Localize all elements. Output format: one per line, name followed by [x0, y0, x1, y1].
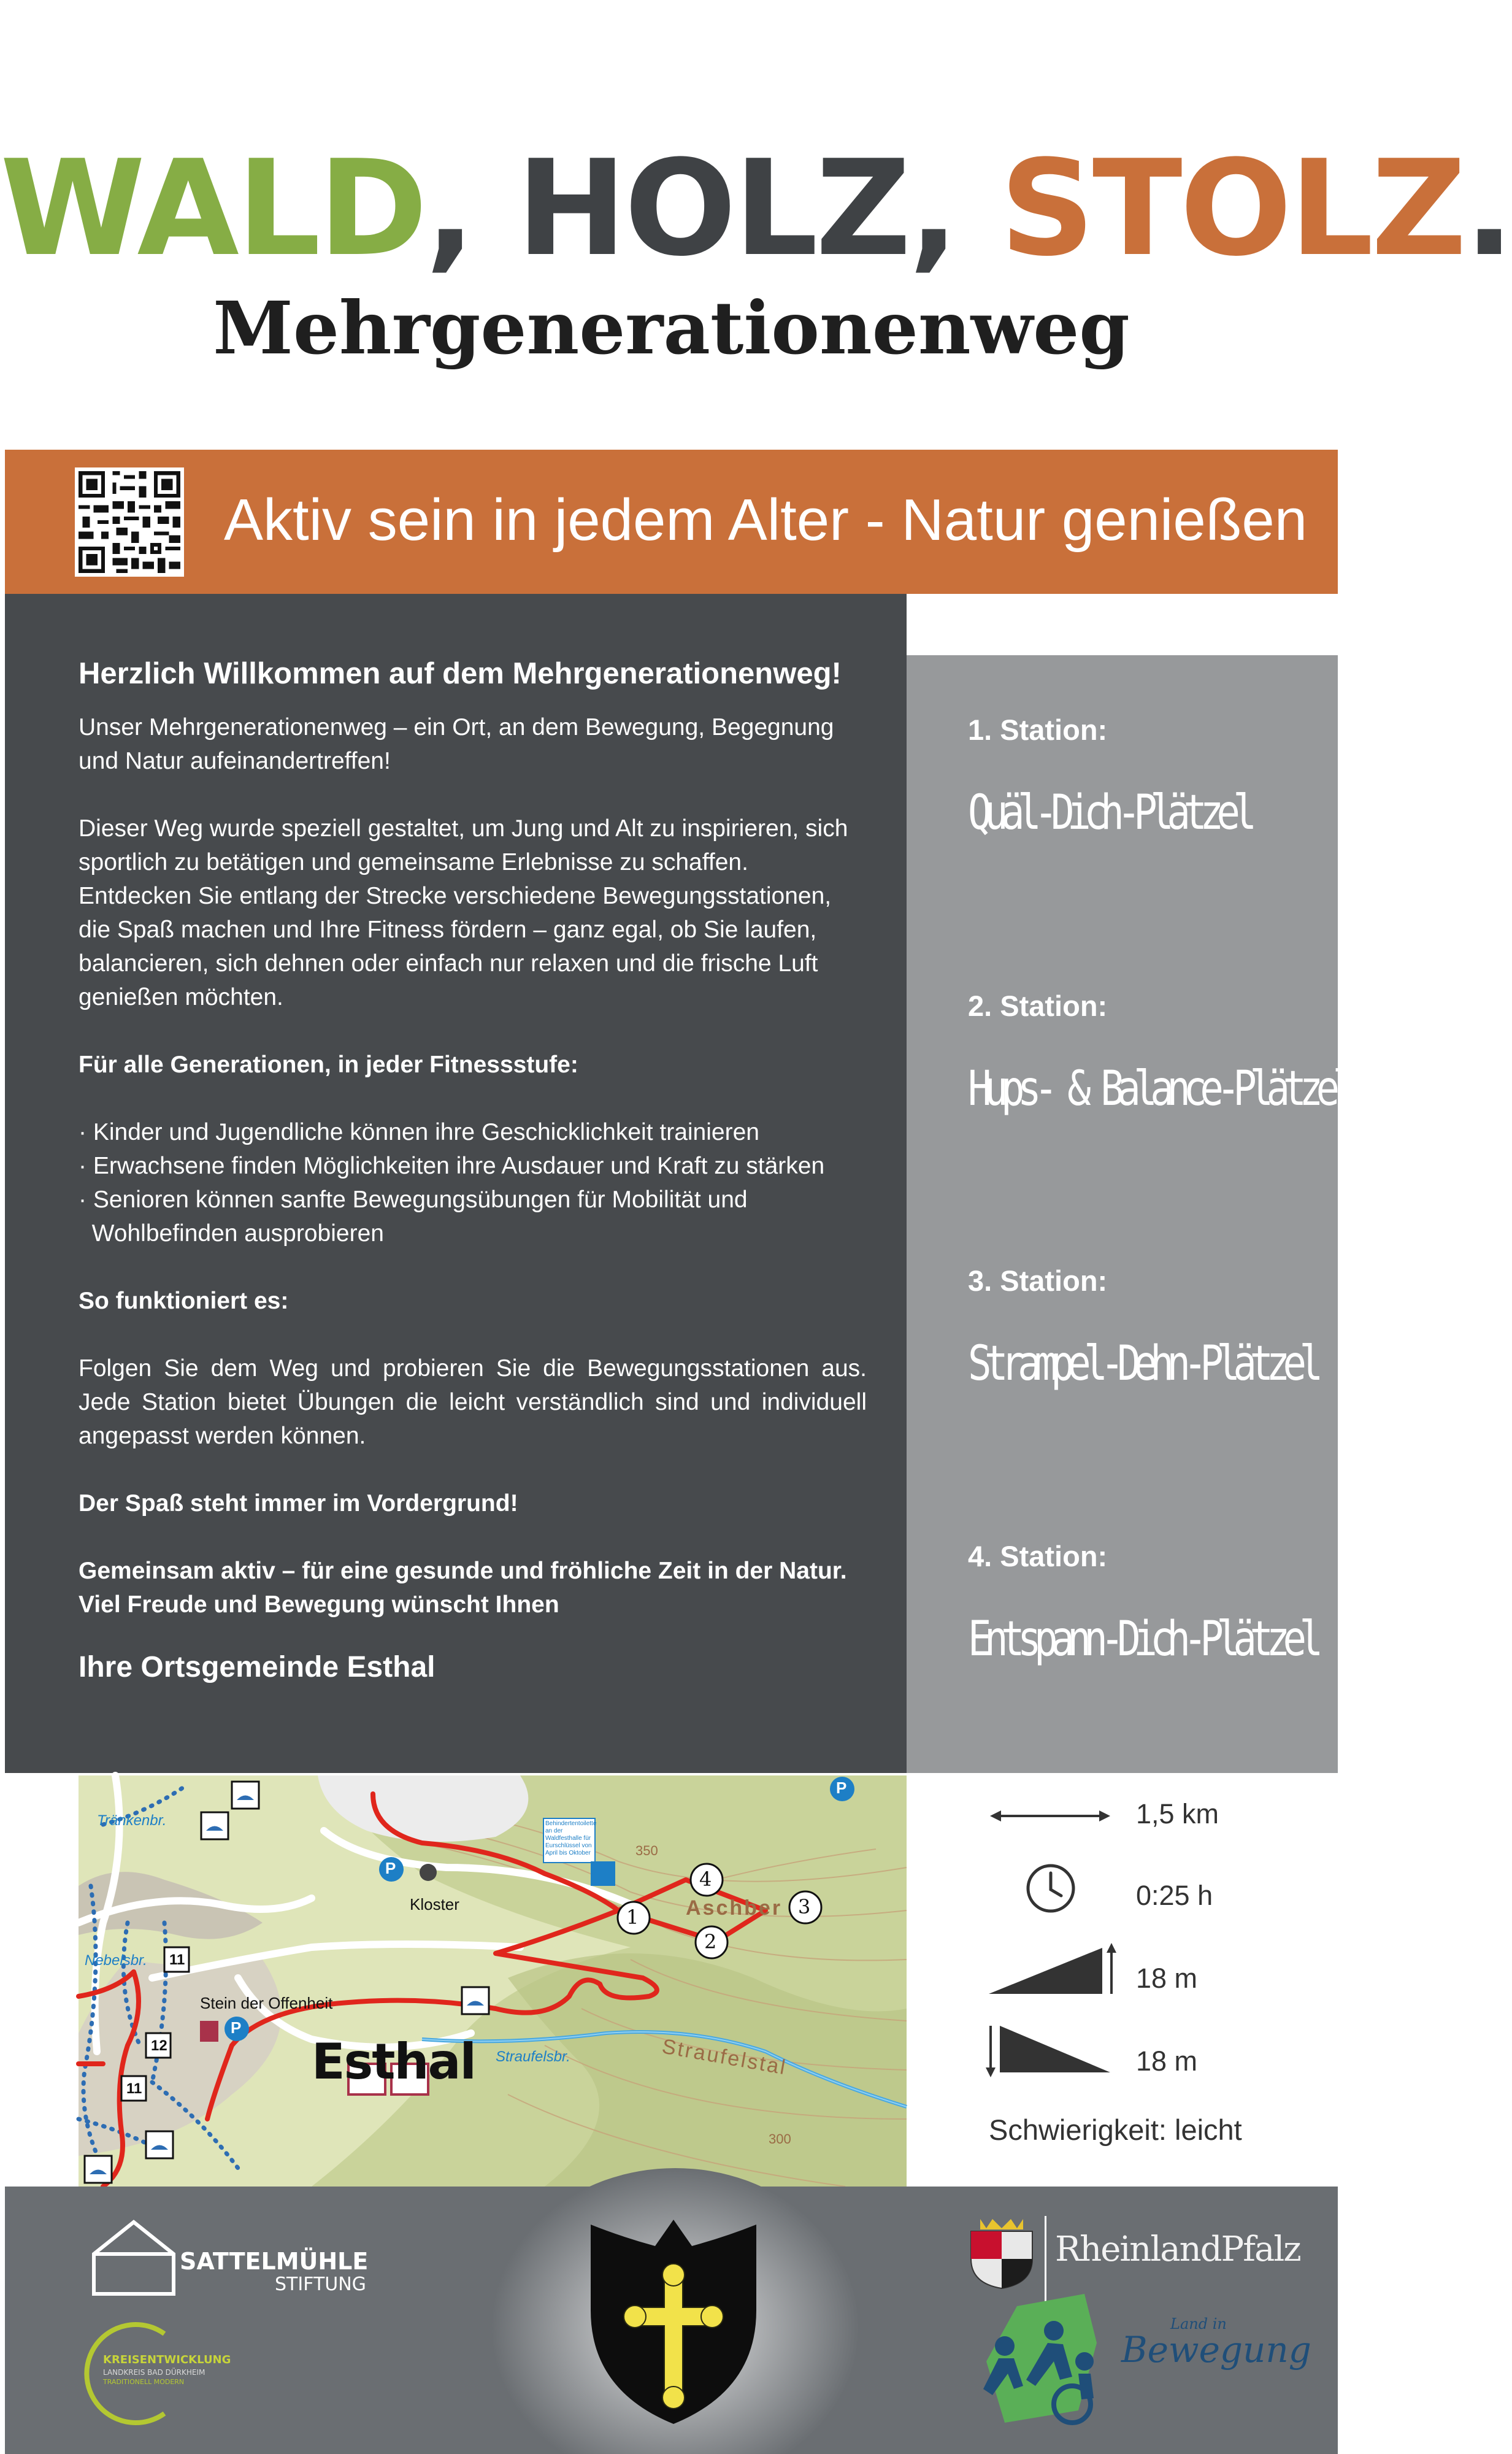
station-4-label: 4. Station:	[968, 1540, 1108, 1572]
descent-value: 18 m	[1136, 2045, 1198, 2077]
logo-word-wald: WALD	[0, 131, 426, 285]
ascent-icon	[989, 1942, 1118, 1997]
map-label-nebelsbr: Nebelsbr.	[85, 1952, 147, 1969]
logo-dot: .	[1464, 131, 1512, 285]
station-3-label: 3. Station:	[968, 1264, 1108, 1297]
map-label-straufelsbr: Straufelsbr.	[496, 2048, 570, 2065]
station-4-name: Entspann-Dich-Plätzel	[968, 1612, 1316, 1667]
parking-icon: P	[385, 1859, 396, 1877]
rlp-wordmark: RheinlandPfalz	[1055, 2229, 1300, 2269]
map-label-aschberg: Aschber	[686, 1896, 783, 1920]
map-contour-300: 300	[769, 2131, 791, 2147]
signature: Ihre Ortsgemeinde Esthal	[79, 1651, 436, 1683]
logo-comma-2: ,	[908, 131, 957, 285]
kreisentwicklung-sub: LANDKREIS BAD DÜRKHEIM	[103, 2368, 205, 2377]
rlp-crest-icon	[968, 2216, 1035, 2290]
distance-value: 1,5 km	[1136, 1798, 1219, 1829]
bullet-item: Wohlbefinden ausprobieren	[79, 1220, 384, 1247]
map-label-traenkenbr: Tränkenbr.	[97, 1812, 167, 1829]
logo-word-holz: HOLZ	[473, 131, 909, 285]
bewegung-line-2: Bewegung	[1121, 2329, 1311, 2371]
station-1-name: Quäl-Dich-Plätzel	[968, 785, 1250, 840]
sattelmuehle-logo-icon	[91, 2217, 177, 2297]
clock-icon	[1024, 1862, 1077, 1915]
closing-line-2: Viel Freude und Bewegung wünscht Ihnen	[79, 1591, 559, 1618]
page-subtitle: Mehrgenerationenweg	[213, 285, 1130, 371]
fun-text: Der Spaß steht immer im Vordergrund!	[79, 1490, 518, 1517]
closing-line-1: Gemeinsam aktiv – für eine gesunde und fröhliche Zeit in der Natur.	[79, 1558, 847, 1584]
intro-text	[79, 649, 867, 1689]
route-map[interactable]	[79, 1775, 907, 2187]
kreisentwicklung-motto: TRADITIONELL MODERN	[103, 2378, 185, 2386]
route-sign-11: 11	[126, 2080, 142, 2097]
sattelmuehle-sub: STIFTUNG	[275, 2274, 366, 2295]
route-sign-12: 12	[151, 2037, 167, 2054]
bullet-item: · Erwachsene finden Möglichkeiten ihre Ausdauer und Kraft zu stärken	[79, 1153, 825, 1179]
duration-value: 0:25 h	[1136, 1880, 1213, 1911]
band-title: Aktiv sein in jedem Alter - Natur genießen	[224, 487, 1308, 553]
sattelmuehle-name: SATTELMÜHLE	[180, 2248, 369, 2275]
intro-paragraph-1: Unser Mehrgenerationenweg – ein Ort, an dem Bewegung, Begegnung und Natur aufeinandertreffen!	[79, 714, 834, 774]
intro-heading: Herzlich Willkommen auf dem Mehrgenerationenweg!	[79, 657, 842, 690]
parking-icon: P	[231, 2018, 242, 2037]
bullet-item: · Senioren können sanfte Bewegungsübungen für Mobilität und	[79, 1187, 748, 1213]
map-label-town: Esthal	[312, 2033, 475, 2090]
logo-word-stolz: STOLZ	[956, 131, 1465, 285]
intro-paragraph-2: Dieser Weg wurde speziell gestaltet, um Jung und Alt zu inspirieren, sich sportlich zu betätigen und gemeinsame Erlebnisse zu schaffen. Entdecken Sie entlang der Strecke verschiedene Bewegungsstationen, die Spaß machen und Ihre Fitness fördern – ganz egal, ob Sie laufen, balancieren, sich dehnen oder einfach nur relaxen und die frische Luft genießen möchten.	[79, 815, 848, 1010]
land-in-bewegung-icon	[968, 2288, 1127, 2429]
logo-wordmark	[0, 131, 1512, 285]
descent-icon	[984, 2025, 1113, 2080]
generations-heading: Für alle Generationen, in jeder Fitnessstufe:	[79, 1052, 578, 1078]
map-label-stein: Stein der Offenheit	[200, 1994, 333, 2012]
station-3-name: Strampel-Dehn-Plätzel	[968, 1336, 1316, 1391]
station-2-label: 2. Station:	[968, 990, 1108, 1022]
footer	[5, 2187, 1338, 2454]
howto-heading: So funktioniert es:	[79, 1288, 289, 1314]
station-marker-1[interactable]: 1	[626, 1906, 639, 1929]
map-label-kloster: Kloster	[410, 1895, 459, 1914]
kreisentwicklung-title: KREISENTWICKLUNG	[103, 2353, 231, 2366]
bullet-item: · Kinder und Jugendliche können ihre Geschicklichkeit trainieren	[79, 1119, 759, 1145]
station-2-name: Hups- & Balance-Plätzel	[968, 1061, 1349, 1117]
station-1-label: 1. Station:	[968, 714, 1108, 746]
ascent-value: 18 m	[1136, 1963, 1198, 1994]
logo-comma-1: ,	[425, 131, 474, 285]
station-marker-3[interactable]: 3	[798, 1895, 811, 1918]
station-marker-2[interactable]: 2	[704, 1930, 717, 1953]
bewegung-line-1: Land in	[1170, 2315, 1227, 2333]
parking-icon: P	[836, 1779, 847, 1797]
map-toilet-info: Behindertentoilette an der Waldfesthalle für Eurschlüssel von April bis Oktober	[545, 1820, 597, 1856]
howto-text: Folgen Sie dem Weg und probieren Sie die Bewegungsstationen aus. Jede Station bietet Übungen die leicht verständlich sind und individuell angepasst werden können.	[79, 1355, 867, 1449]
station-marker-4[interactable]: 4	[699, 1867, 712, 1891]
distance-icon	[989, 1804, 1111, 1828]
map-label-straufelstal: Straufelstal	[660, 2034, 789, 2080]
difficulty-text: Schwierigkeit: leicht	[989, 2114, 1242, 2146]
coat-of-arms-icon	[585, 2218, 762, 2427]
map-contour-350: 350	[635, 1843, 658, 1858]
route-sign-11: 11	[169, 1952, 185, 1968]
qr-code-icon[interactable]	[75, 467, 184, 577]
